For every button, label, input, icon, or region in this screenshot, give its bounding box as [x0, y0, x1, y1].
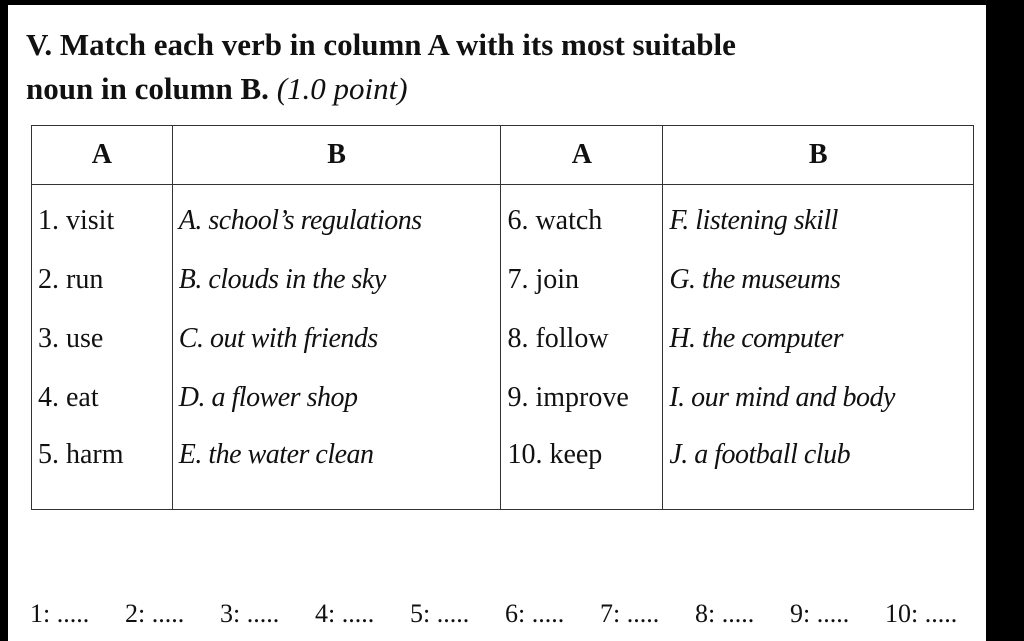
verb-cell: 4. eat: [32, 368, 173, 427]
table-row: [32, 368, 974, 427]
verb-cell: 2. run: [32, 250, 173, 309]
worksheet-page: [8, 5, 986, 641]
noun-cell: H. the computer: [663, 309, 974, 368]
answer-blank-1[interactable]: 1: .....: [30, 599, 90, 628]
noun-cell: J. a football club: [663, 427, 974, 510]
verb-cell: 1. visit: [32, 185, 173, 251]
table-row: [32, 309, 974, 368]
answer-blank-4[interactable]: 4: .....: [315, 599, 375, 628]
answer-line: [30, 599, 986, 629]
noun-cell: D. a flower shop: [172, 368, 501, 427]
verb-cell: 7. join: [501, 250, 663, 309]
verb-cell: 9. improve: [501, 368, 663, 427]
answer-blank-10[interactable]: 10: .....: [885, 599, 958, 628]
heading-text-line2: noun in column B.: [26, 71, 269, 106]
answer-blank-6[interactable]: 6: .....: [505, 599, 565, 628]
heading-text: V. Match each verb in column A with its most suitable: [26, 27, 736, 62]
column-b-header: B: [663, 126, 974, 185]
exercise-heading: [26, 23, 926, 111]
header-row: [32, 126, 974, 185]
matching-table: [31, 125, 974, 510]
table-row: [32, 250, 974, 309]
verb-cell: 5. harm: [32, 427, 173, 510]
answer-blank-3[interactable]: 3: .....: [220, 599, 280, 628]
column-a-header: A: [32, 126, 173, 185]
answer-blank-2[interactable]: 2: .....: [125, 599, 185, 628]
answer-blank-5[interactable]: 5: .....: [410, 599, 470, 628]
noun-cell: G. the museums: [663, 250, 974, 309]
verb-cell: 8. follow: [501, 309, 663, 368]
noun-cell: C. out with friends: [172, 309, 501, 368]
answer-blank-8[interactable]: 8: .....: [695, 599, 755, 628]
answer-blank-7[interactable]: 7: .....: [600, 599, 660, 628]
answer-blank-9[interactable]: 9: .....: [790, 599, 850, 628]
verb-cell: 6. watch: [501, 185, 663, 251]
verb-cell: 10. keep: [501, 427, 663, 510]
noun-cell: A. school’s regulations: [172, 185, 501, 251]
noun-cell: I. our mind and body: [663, 368, 974, 427]
noun-cell: F. listening skill: [663, 185, 974, 251]
verb-cell: 3. use: [32, 309, 173, 368]
points-label: (1.0 point): [276, 71, 408, 106]
table-row: [32, 185, 974, 251]
noun-cell: B. clouds in the sky: [172, 250, 501, 309]
noun-cell: E. the water clean: [172, 427, 501, 510]
column-a-header: A: [501, 126, 663, 185]
table-row: [32, 427, 974, 510]
column-b-header: B: [172, 126, 501, 185]
